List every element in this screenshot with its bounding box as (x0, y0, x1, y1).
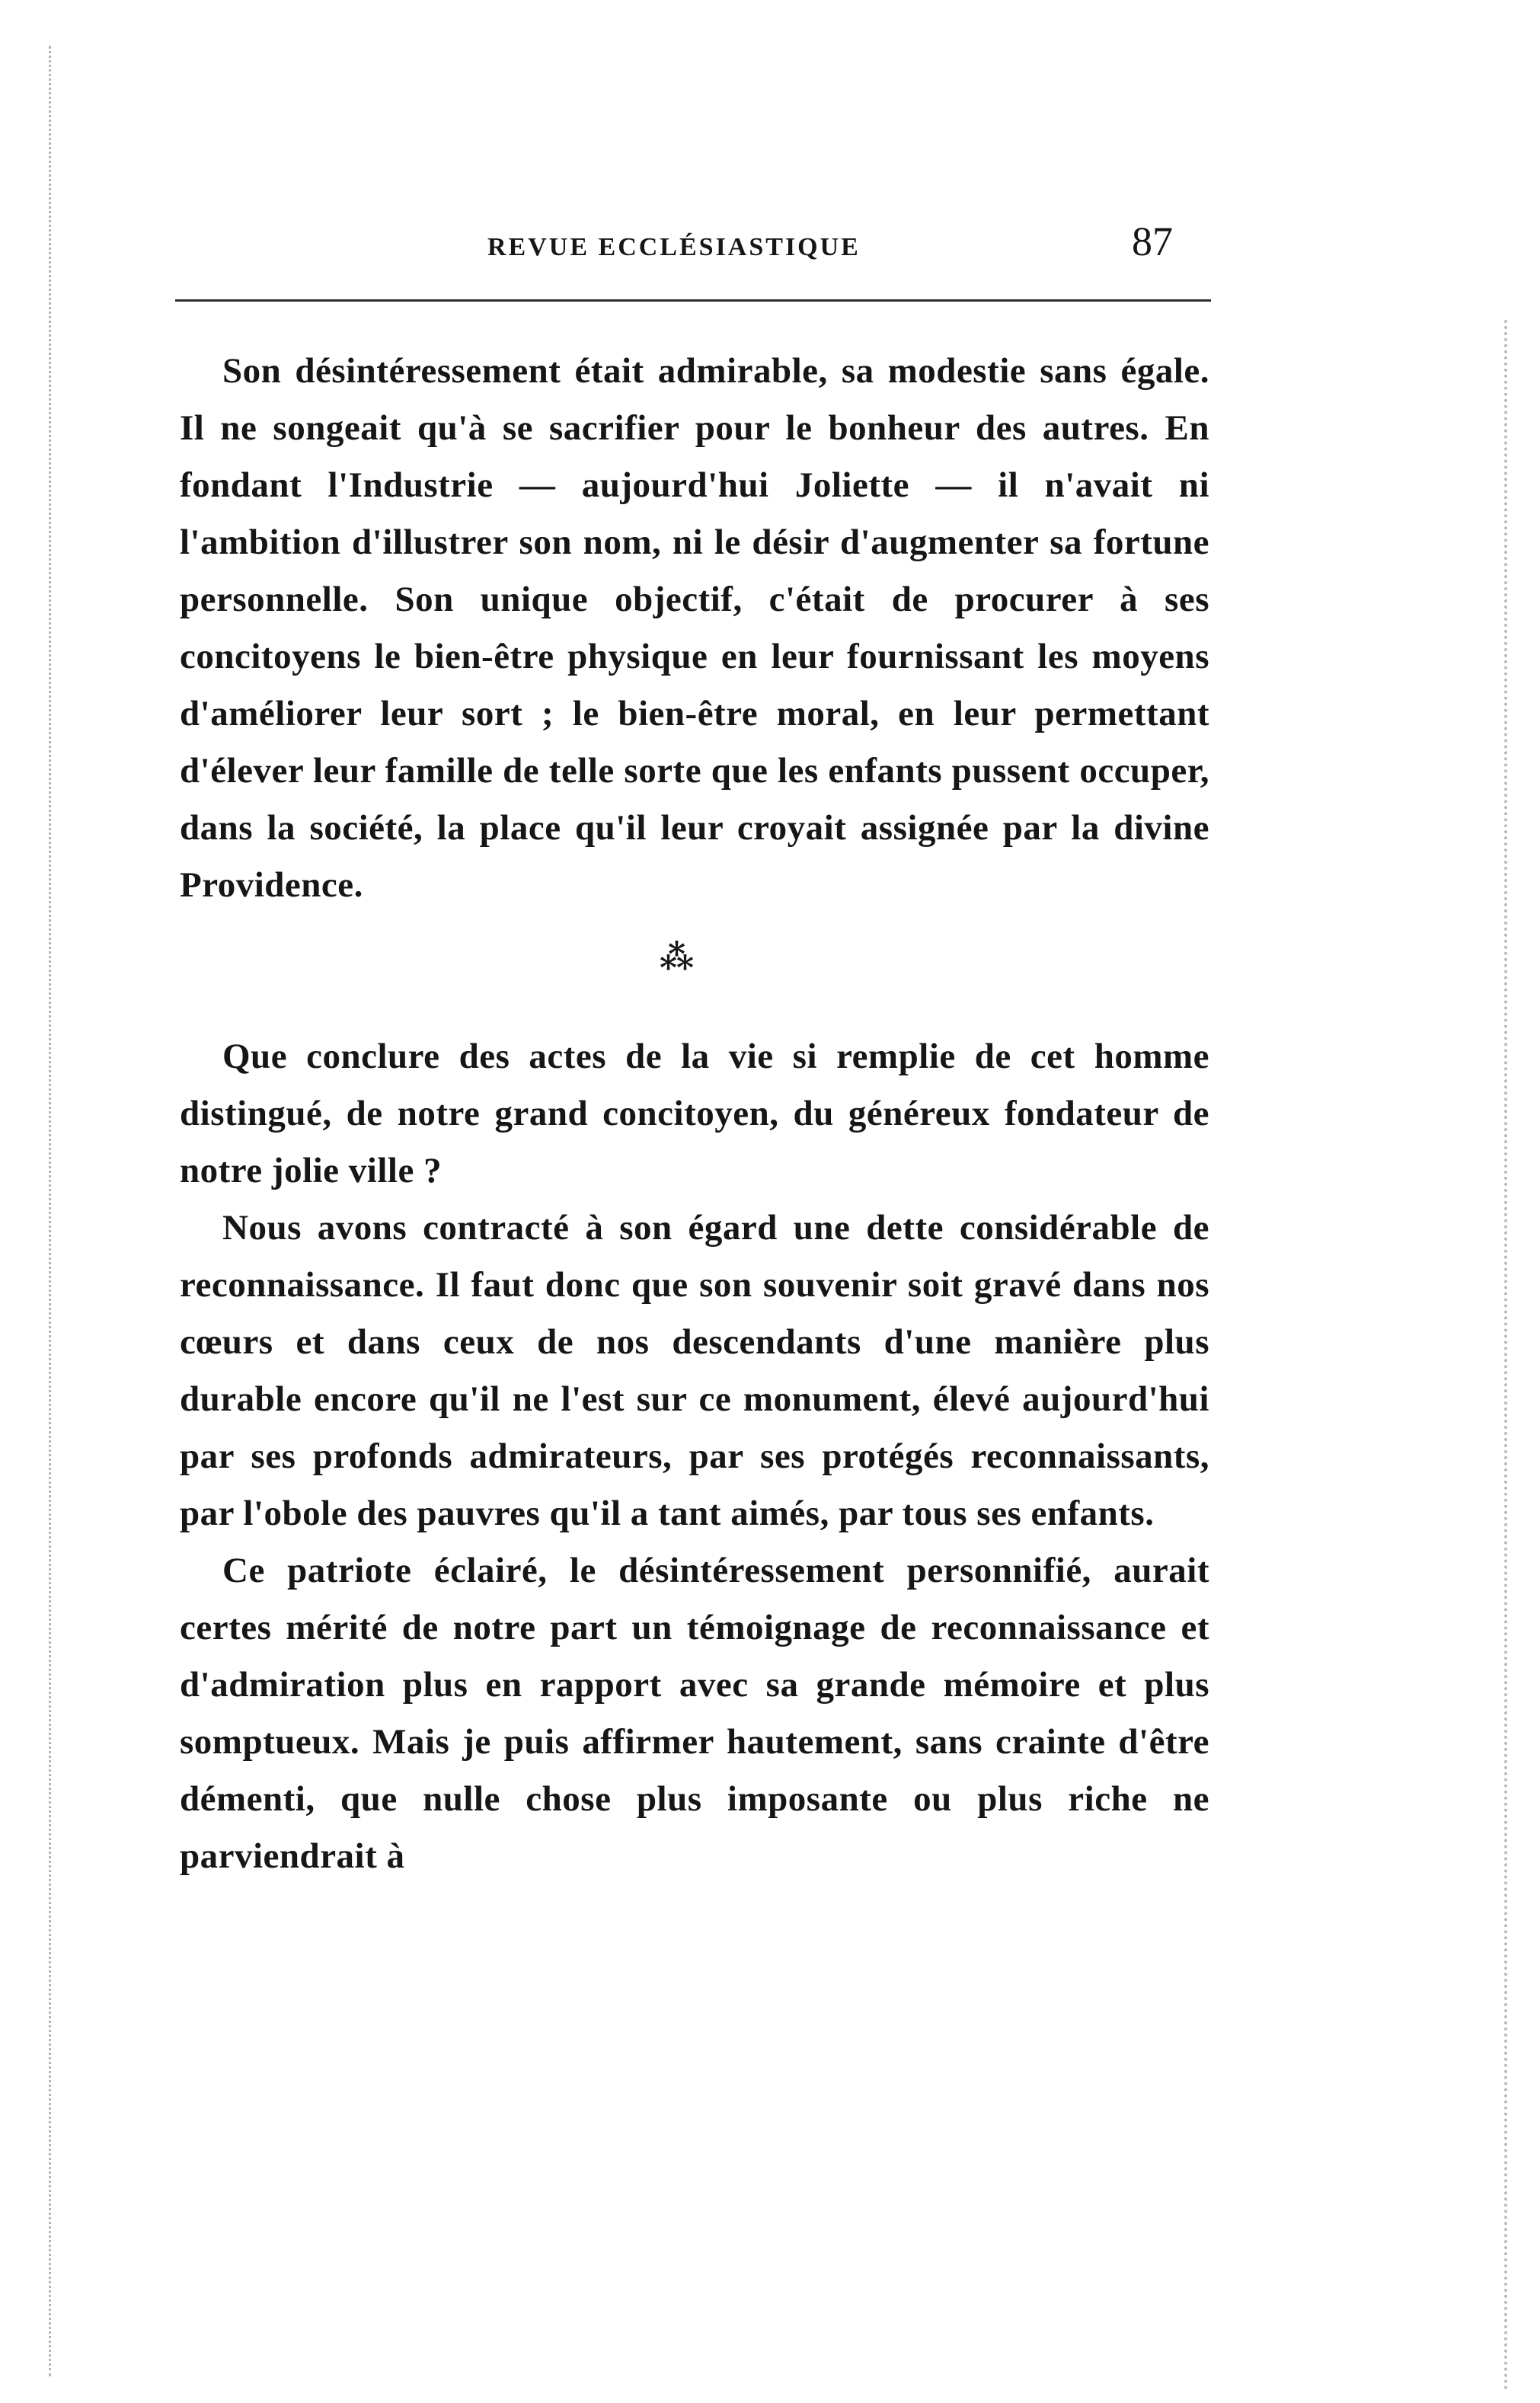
paragraph-text: Que conclure des actes de la vie si remplie de cet homme distingué, de notre grand concitoyen, du généreux fondateur de notre jolie ville ? (180, 1037, 1209, 1190)
running-title: REVUE ECCLÉSIASTIQUE (487, 233, 861, 261)
scan-edge-right (1504, 320, 1510, 2392)
paragraph-2 (180, 1028, 1209, 1200)
scan-edge-left (49, 46, 53, 2376)
page-number: 87 (1132, 219, 1173, 264)
header-rule (175, 299, 1211, 302)
paragraph-4 (180, 1542, 1209, 1885)
text-block (180, 343, 1209, 1885)
asterism-symbol: ⁂ (660, 939, 695, 976)
asterism-divider (180, 914, 1209, 1028)
running-head (175, 210, 1211, 279)
paragraph-text: Nous avons contracté à son égard une dette considérable de reconnaissance. Il faut donc que son souvenir soit gravé dans nos cœurs et dans ceux de nos descendants d'une manière plus durable encore qu'il ne l'est sur ce monument, élevé aujourd'hui par ses profonds admirateurs, par ses protégés reconnaissants, par l'obole des pauvres qu'il a tant aimés, par tous ses enfants. (180, 1208, 1209, 1533)
paragraph-text: Ce patriote éclairé, le désintéressement personnifié, aurait certes mérité de notre part un témoignage de reconnaissance et d'admiration plus en rapport avec sa grande mémoire et plus somptueux. Mais je puis affirmer hautement, sans crainte d'être démenti, que nulle chose plus imposante ou plus riche ne parviendrait à (180, 1551, 1209, 1876)
paragraph-1 (180, 343, 1209, 914)
paragraph-text: Son désintéressement était admirable, sa modestie sans égale. Il ne songeait qu'à se sacrifier pour le bonheur des autres. En fondant l'Industrie — aujourd'hui Joliette — il n'avait ni l'ambition d'illustrer son nom, ni le désir d'augmenter sa fortune personnelle. Son unique objectif, c'était de procurer à ses concitoyens le bien-être physique en leur fournissant les moyens d'améliorer leur sort ; le bien-être moral, en leur permettant d'élever leur famille de telle sorte que les enfants pussent occuper, dans la société, la place qu'il leur croyait assignée par la divine Providence. (180, 351, 1209, 905)
paragraph-3 (180, 1200, 1209, 1542)
